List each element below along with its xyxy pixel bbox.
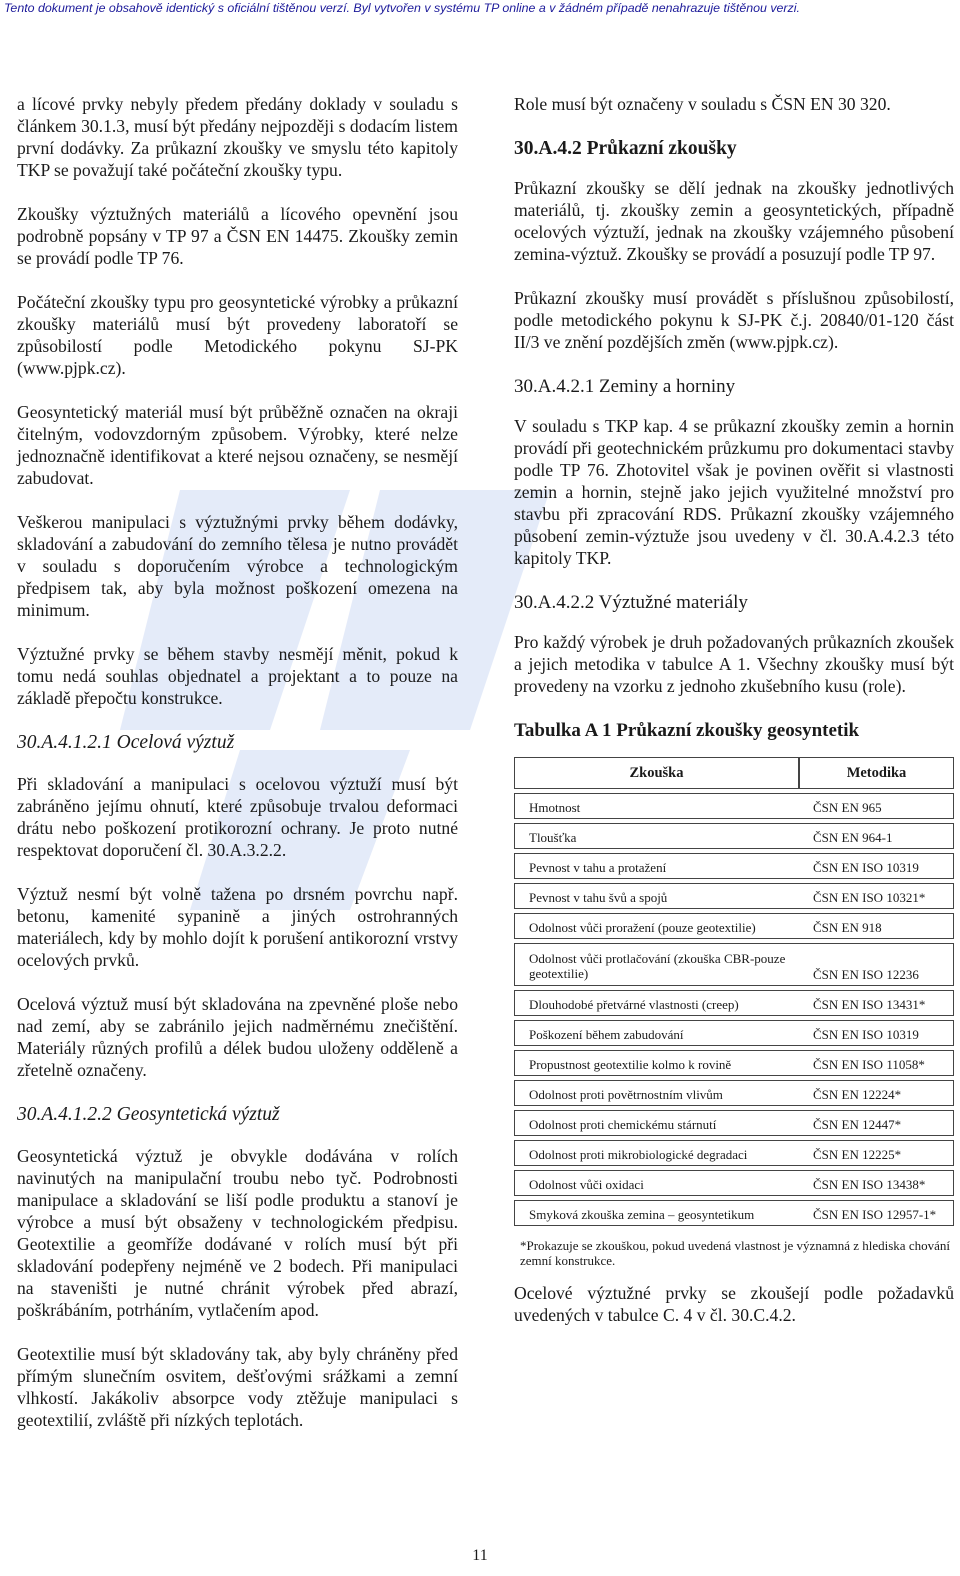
- method-cell: ČSN EN ISO 11058*: [799, 1050, 954, 1076]
- table-row: [514, 913, 954, 939]
- paragraph: Průkazní zkoušky musí provádět s příslušnou způsobilostí, podle metodického pokynu k SJ-PK č.j. 20840/01-120 část II/3 ve znění pozdějších změn (www.pjpk.cz).: [514, 288, 954, 352]
- paragraph: Geosyntetická výztuž je obvykle dodávána v rolích navinutých na manipulační troubu nebo tyč. Podrobnosti manipulace a skladování se liší podle produktu a stanoví je výrobce a musí být obsaženy v technologickém předpisu. Geotextilie a geomříže dodávané v rolích musí být při skladování podepřeny nejméně ve 2 bodech. Při manipulaci na staveništi je nutné chránit výrobek před abrazí, poškrábáním, potrháním, vytlačením apod.: [17, 1146, 458, 1320]
- section-heading-materials: 30.A.4.2.2 Výztužné materiály: [514, 592, 748, 613]
- test-cell: Odolnost proti povětrnostním vlivům: [514, 1080, 799, 1106]
- paragraph: Při skladování a manipulaci s ocelovou výztuží musí být zabráněno jejímu ohnutí, které způsobuje trvalou deformaci drátu nebo poškození protikorozní ochrany. Je proto nutné respektovat doporučení čl. 30.A.3.2.2.: [17, 774, 458, 860]
- test-cell: Odolnost proti chemickému stárnutí: [514, 1110, 799, 1136]
- table-row: [514, 1170, 954, 1196]
- method-cell: ČSN EN ISO 13438*: [799, 1170, 954, 1196]
- paragraph: Pro každý výrobek je druh požadovaných průkazních zkoušek a jejich metodika v tabulce A 1. Všechny zkoušky musí být provedeny na vzorku z jednoho zkušebního kusu (role).: [514, 632, 954, 696]
- paragraph: Geosyntetický materiál musí být průběžně označen na okraji čitelným, vodovzdorným způsobem. Výrobky, které nelze jednoznačně identifikovat a které nejsou označeny, se nesmějí zabudovat.: [17, 402, 458, 488]
- section-heading-steel: 30.A.4.1.2.1 Ocelová výztuž: [17, 732, 235, 753]
- method-cell: ČSN EN ISO 12957-1*: [799, 1200, 954, 1226]
- table-row: [514, 990, 954, 1016]
- table-row: [514, 883, 954, 909]
- paragraph: Ocelová výztuž musí být skladována na zpevněné ploše nebo nad zemí, aby se zabránilo jejich nadměrnému znečištění. Materiály různých profilů a délek budou uloženy odděleně a zřetelně označeny.: [17, 994, 458, 1080]
- paragraph: Zkoušky výztužných materiálů a lícového opevnění jsou podrobně popsány v TP 97 a ČSN EN 14475. Zkoušky zemin se provádí podle TP 76.: [17, 204, 458, 268]
- method-cell: ČSN EN 12225*: [799, 1140, 954, 1166]
- method-cell: ČSN EN ISO 10319: [799, 853, 954, 879]
- column-header-test: Zkouška: [514, 757, 799, 789]
- test-cell: Odolnost vůči proražení (pouze geotextilie): [514, 913, 799, 939]
- test-cell: Propustnost geotextilie kolmo k rovině: [514, 1050, 799, 1076]
- method-cell: ČSN EN 918: [799, 913, 954, 939]
- method-cell: ČSN EN 12224*: [799, 1080, 954, 1106]
- test-cell: Pevnost v tahu a protažení: [514, 853, 799, 879]
- table-caption: Tabulka A 1 Průkazní zkoušky geosyntetik: [514, 720, 860, 741]
- table-row: [514, 793, 954, 819]
- table-row: [514, 1200, 954, 1226]
- method-cell: ČSN EN 964-1: [799, 823, 954, 849]
- method-cell: ČSN EN 965: [799, 793, 954, 819]
- section-heading-geosynthetic: 30.A.4.1.2.2 Geosyntetická výztuž: [17, 1104, 280, 1125]
- paragraph: Veškerou manipulaci s výztužnými prvky během dodávky, skladování a zabudování do zemního tělesa je nutno provádět v souladu s doporučením výrobce a technologickým předpisem tak, aby byla možnost poškození omezena na minimum.: [17, 512, 458, 620]
- table-header-row: [514, 757, 954, 789]
- paragraph: V souladu s TKP kap. 4 se průkazní zkoušky zemin a hornin provádí při geotechnickém průzkumu pro dokumentaci stavby podle TP 76. Zhotovitel však je povinen ověřit si vlastnosti zemin a hornin, stejně jako jejich využitelné množství pro stavbu při zpracování RDS. Průkazní zkoušky vzájemného působení zemin-výztuže jsou uvedeny v čl. 30.A.4.2.3 této kapitoly TKP.: [514, 416, 954, 568]
- table-row: [514, 1050, 954, 1076]
- table-row: [514, 1110, 954, 1136]
- paragraph: Počáteční zkoušky typu pro geosyntetické výrobky a průkazní zkoušky materiálů musí být provedeny laboratoří se způsobilostí podle Metodického pokynu SJ-PK (www.pjpk.cz).: [17, 292, 458, 378]
- test-cell: Smyková zkouška zemina – geosyntetikum: [514, 1200, 799, 1226]
- test-cell: Poškození během zabudování: [514, 1020, 799, 1046]
- method-cell: ČSN EN ISO 12236: [799, 943, 954, 986]
- table-row: [514, 1140, 954, 1166]
- paragraph: Výztuž nesmí být volně tažena po drsném povrchu např. betonu, kamenité sypanině a jiných ostrohranných materiálech, kdy by mohlo dojít k porušení antikorozní vrstvy ocelových prvků.: [17, 884, 458, 970]
- method-cell: ČSN EN 12447*: [799, 1110, 954, 1136]
- document-notice: Tento dokument je obsahově identický s oficiální tištěnou verzí. Byl vytvořen v systému TP online a v žádném případě nenahrazuje tištěnou verzi.: [4, 1, 800, 15]
- method-cell: ČSN EN ISO 10319: [799, 1020, 954, 1046]
- table-row: [514, 853, 954, 879]
- tests-table: [514, 753, 954, 1230]
- column-header-method: Metodika: [799, 757, 954, 789]
- table-footnote: *Prokazuje se zkouškou, pokud uvedená vlastnost je významná z hlediska chování zemní konstrukce.: [520, 1238, 950, 1268]
- test-cell: Odolnost proti mikrobiologické degradaci: [514, 1140, 799, 1166]
- test-cell: Dlouhodobé přetvárné vlastnosti (creep): [514, 990, 799, 1016]
- table-row: [514, 823, 954, 849]
- table-row: [514, 943, 954, 986]
- section-heading-proof-tests: 30.A.4.2 Průkazní zkoušky: [514, 138, 737, 159]
- test-cell: Odolnost vůči oxidaci: [514, 1170, 799, 1196]
- section-heading-soils: 30.A.4.2.1 Zeminy a horniny: [514, 376, 736, 397]
- paragraph: Ocelové výztužné prvky se zkoušejí podle požadavků uvedených v tabulce C. 4 v čl. 30.C.4.2.: [514, 1283, 954, 1325]
- test-cell: Hmotnost: [514, 793, 799, 819]
- table-row: [514, 1080, 954, 1106]
- method-cell: ČSN EN ISO 13431*: [799, 990, 954, 1016]
- paragraph: a lícové prvky nebyly předem předány doklady v souladu s článkem 30.1.3, musí být předány nejpozději s dodacím listem první dodávky. Za průkazní zkoušky ve smyslu této kapitoly TKP se považují také počáteční zkoušky typu.: [17, 94, 458, 180]
- paragraph: Průkazní zkoušky se dělí jednak na zkoušky jednotlivých materiálů, tj. zkoušky zemin a geosyntetických, případně ocelových výztuží, jednak na zkoušky vzájemného působení zemina-výztuž. Zkoušky se provádí a posuzují podle TP 97.: [514, 178, 954, 264]
- paragraph: Výztužné prvky se během stavby nesmějí měnit, pokud k tomu nedá souhlas objednatel a projektant a to pouze na základě přepočtu konstrukce.: [17, 644, 458, 708]
- table-row: [514, 1020, 954, 1046]
- test-cell: Odolnost vůči protlačování (zkouška CBR-pouze geotextilie): [514, 943, 799, 986]
- test-cell: Tloušťka: [514, 823, 799, 849]
- left-column: [17, 93, 458, 1453]
- test-cell: Pevnost v tahu švů a spojů: [514, 883, 799, 909]
- paragraph: Role musí být označeny v souladu s ČSN EN 30 320.: [514, 94, 891, 114]
- paragraph: Geotextilie musí být skladovány tak, aby byly chráněny před přímým slunečním osvitem, dešťovými srážkami a zemní vlhkostí. Jakákoliv absorpce vody ztěžuje manipulaci s geotextilií, zvláště při nízkých teplotách.: [17, 1344, 458, 1430]
- right-column: [514, 93, 954, 1348]
- page-number: 11: [472, 1547, 488, 1564]
- method-cell: ČSN EN ISO 10321*: [799, 883, 954, 909]
